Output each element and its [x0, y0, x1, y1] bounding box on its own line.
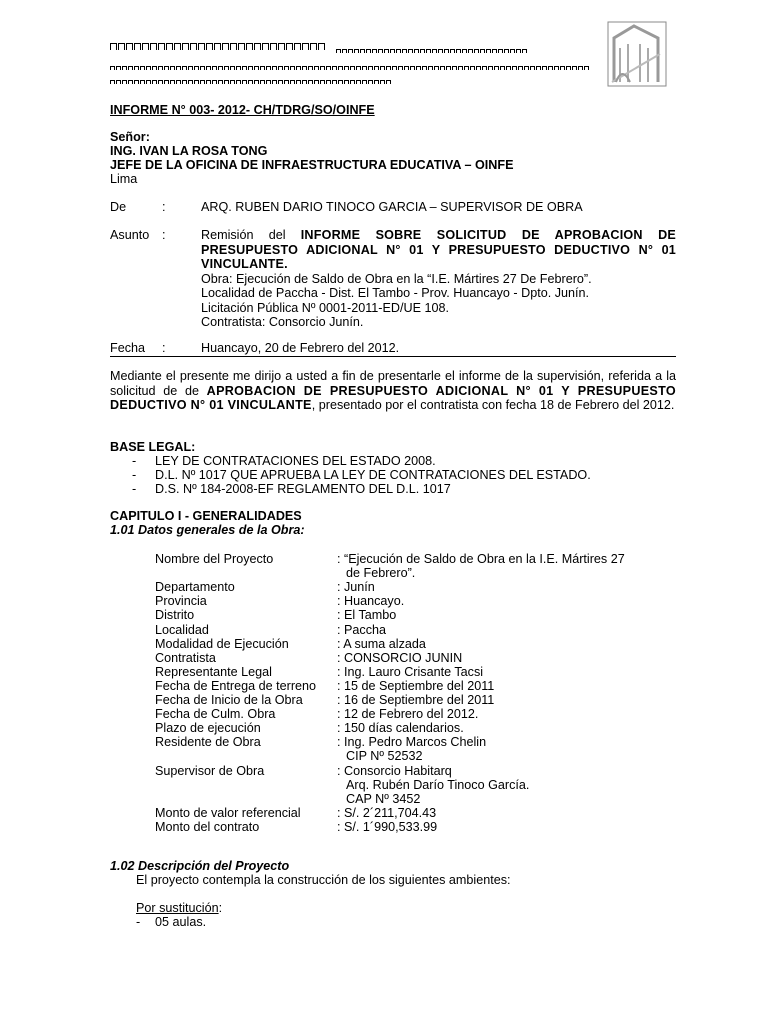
subject-line-1: Obra: Ejecución de Saldo de Obra en la “I.E. Mártires 27 De Febrero”. [201, 271, 592, 286]
section-1-02-heading: 1.02 Descripción del Proyecto [110, 859, 290, 873]
field-value: : A suma alzada [337, 636, 426, 651]
field-label: Monto de valor referencial [155, 805, 301, 820]
base-legal-item-text: D.L. Nº 1017 QUE APRUEBA LA LEY DE CONTRATACIONES DEL ESTADO. [155, 468, 591, 482]
field-value-continuation: de Febrero”. [346, 566, 416, 581]
date-colon: : [162, 341, 166, 355]
intro-part-1: Mediante el presente me dirijo a usted a fin de presentarle el informe de la supervisión, referida a la solicitud de de [110, 369, 676, 398]
sustitucion-item-text: 05 aulas. [155, 915, 207, 929]
report-title: INFORME N° 003- 2012- CH/TDRG/SO/OINFE [110, 103, 375, 117]
field-label: Departamento [155, 580, 235, 595]
recipient-salutation: Señor: [110, 130, 150, 144]
field-label: Distrito [155, 608, 195, 623]
field-label: Supervisor de Obra [155, 763, 265, 778]
header-garbled-line-2 [110, 61, 590, 70]
base-legal-item-text: LEY DE CONTRATACIONES DEL ESTADO 2008. [155, 454, 436, 468]
sustitucion-heading-row [136, 901, 702, 916]
intro-part-2: , presentado por el contratista con fecha 18 de Febrero del 2012. [311, 398, 675, 412]
subject-line-3: Licitación Pública Nº 0001-2011-ED/UE 108. [201, 300, 449, 315]
bullet-dash: - [132, 454, 137, 468]
field-label: Fecha de Inicio de la Obra [155, 693, 303, 707]
field-label: Plazo de ejecución [155, 721, 261, 736]
field-value: : 16 de Septiembre del 2011 [337, 693, 495, 707]
date-label: Fecha [110, 341, 146, 355]
field-label: Provincia [155, 594, 207, 609]
subject-value [201, 228, 676, 330]
from-label: De [110, 200, 127, 214]
subject-label: Asunto [110, 228, 150, 242]
field-value: : S/. 1´990,533.99 [337, 819, 438, 834]
recipient-city: Lima [110, 172, 138, 186]
divider-line [110, 356, 676, 357]
field-label: Monto del contrato [155, 819, 260, 834]
field-label: Contratista [155, 650, 216, 665]
header-garbled-line-1b [336, 44, 532, 53]
footer-garbled-line-2 [180, 964, 606, 971]
subject-colon: : [162, 228, 166, 242]
field-value: : Huancayo. [337, 594, 405, 609]
field-value: : El Tambo [337, 608, 397, 623]
sustitucion-item [136, 915, 702, 930]
base-legal-item-text: D.S. Nº 184-2008-EF REGLAMENTO DEL D.L. 1017 [155, 482, 451, 496]
field-value: : “Ejecución de Saldo de Obra en la I.E. Mártires 27 [337, 552, 625, 566]
section-1-02-text: El proyecto contempla la construcción de los siguientes ambientes: [136, 873, 511, 887]
field-value: : 12 de Febrero del 2012. [337, 707, 479, 722]
field-label: Localidad [155, 622, 209, 637]
header-garbled-line-1 [110, 41, 332, 50]
field-label: Representante Legal [155, 664, 272, 679]
subject-bold: INFORME SOBRE SOLICITUD DE APROBACION DE PRESUPUESTO ADICIONAL N° 01 Y PRESUPUESTO DEDUCTIVO N° 01 VINCULANTE. [201, 228, 677, 271]
recipient-name: ING. IVAN LA ROSA TONG [110, 144, 268, 158]
field-label: Fecha de Culm. Obra [155, 707, 276, 722]
date-value: Huancayo, 20 de Febrero del 2012. [201, 341, 400, 355]
header-garbled-line-3 [110, 75, 392, 84]
sustitucion-heading: Por sustitución [136, 901, 219, 915]
subject-line-2: Localidad de Paccha - Dist. El Tambo - Prov. Huancayo - Dpto. Junín. [201, 286, 590, 300]
field-value: : Junín [337, 580, 375, 595]
field-label: Residente de Obra [155, 735, 261, 750]
field-value: : Ing. Lauro Crisante Tacsi [337, 664, 484, 679]
intro-paragraph [110, 369, 676, 413]
from-value: ARQ. RUBEN DARIO TINOCO GARCIA – SUPERVISOR DE OBRA [201, 200, 583, 214]
field-value-continuation: CAP Nº 3452 [346, 791, 421, 806]
from-colon: : [162, 200, 166, 214]
field-value-continuation: Arq. Rubén Darío Tinoco García. [346, 777, 530, 792]
field-value: : S/. 2´211,704.43 [337, 805, 437, 820]
bullet-dash: - [132, 468, 137, 482]
recipient-position: JEFE DE LA OFICINA DE INFRAESTRUCTURA EDUCATIVA – OINFE [110, 158, 514, 172]
footer-garbled-line-1 [250, 950, 536, 957]
section-1-01-heading: 1.01 Datos generales de la Obra: [110, 523, 305, 537]
field-value: : Ing. Pedro Marcos Chelin [337, 735, 487, 750]
intro-bold: APROBACION DE PRESUPUESTO ADICIONAL N° 01 Y PRESUPUESTO DEDUCTIVO N° 01 VINCULANTE [110, 383, 676, 412]
field-value: : Paccha [337, 622, 387, 637]
subject-line-4: Contratista: Consorcio Junín. [201, 315, 364, 329]
field-value: : 150 días calendarios. [337, 721, 464, 736]
subject-prefix: Remisión del [201, 228, 301, 242]
field-value: : CONSORCIO JUNIN [337, 650, 463, 665]
bullet-dash: - [132, 482, 137, 496]
chapter-1-heading: CAPITULO I - GENERALIDADES [110, 509, 302, 523]
field-value-continuation: CIP Nº 52532 [346, 749, 423, 764]
sustitucion-colon: : [218, 901, 223, 915]
company-logo [596, 18, 670, 90]
field-label: Fecha de Entrega de terreno [155, 678, 317, 693]
base-legal-heading: BASE LEGAL: [110, 440, 196, 454]
field-value: : Consorcio Habitarq [337, 763, 452, 778]
field-label: Modalidad de Ejecución [155, 636, 289, 651]
field-value: : 15 de Septiembre del 2011 [337, 678, 495, 693]
field-label: Nombre del Proyecto [155, 552, 274, 566]
bullet-dash: - [136, 915, 141, 929]
